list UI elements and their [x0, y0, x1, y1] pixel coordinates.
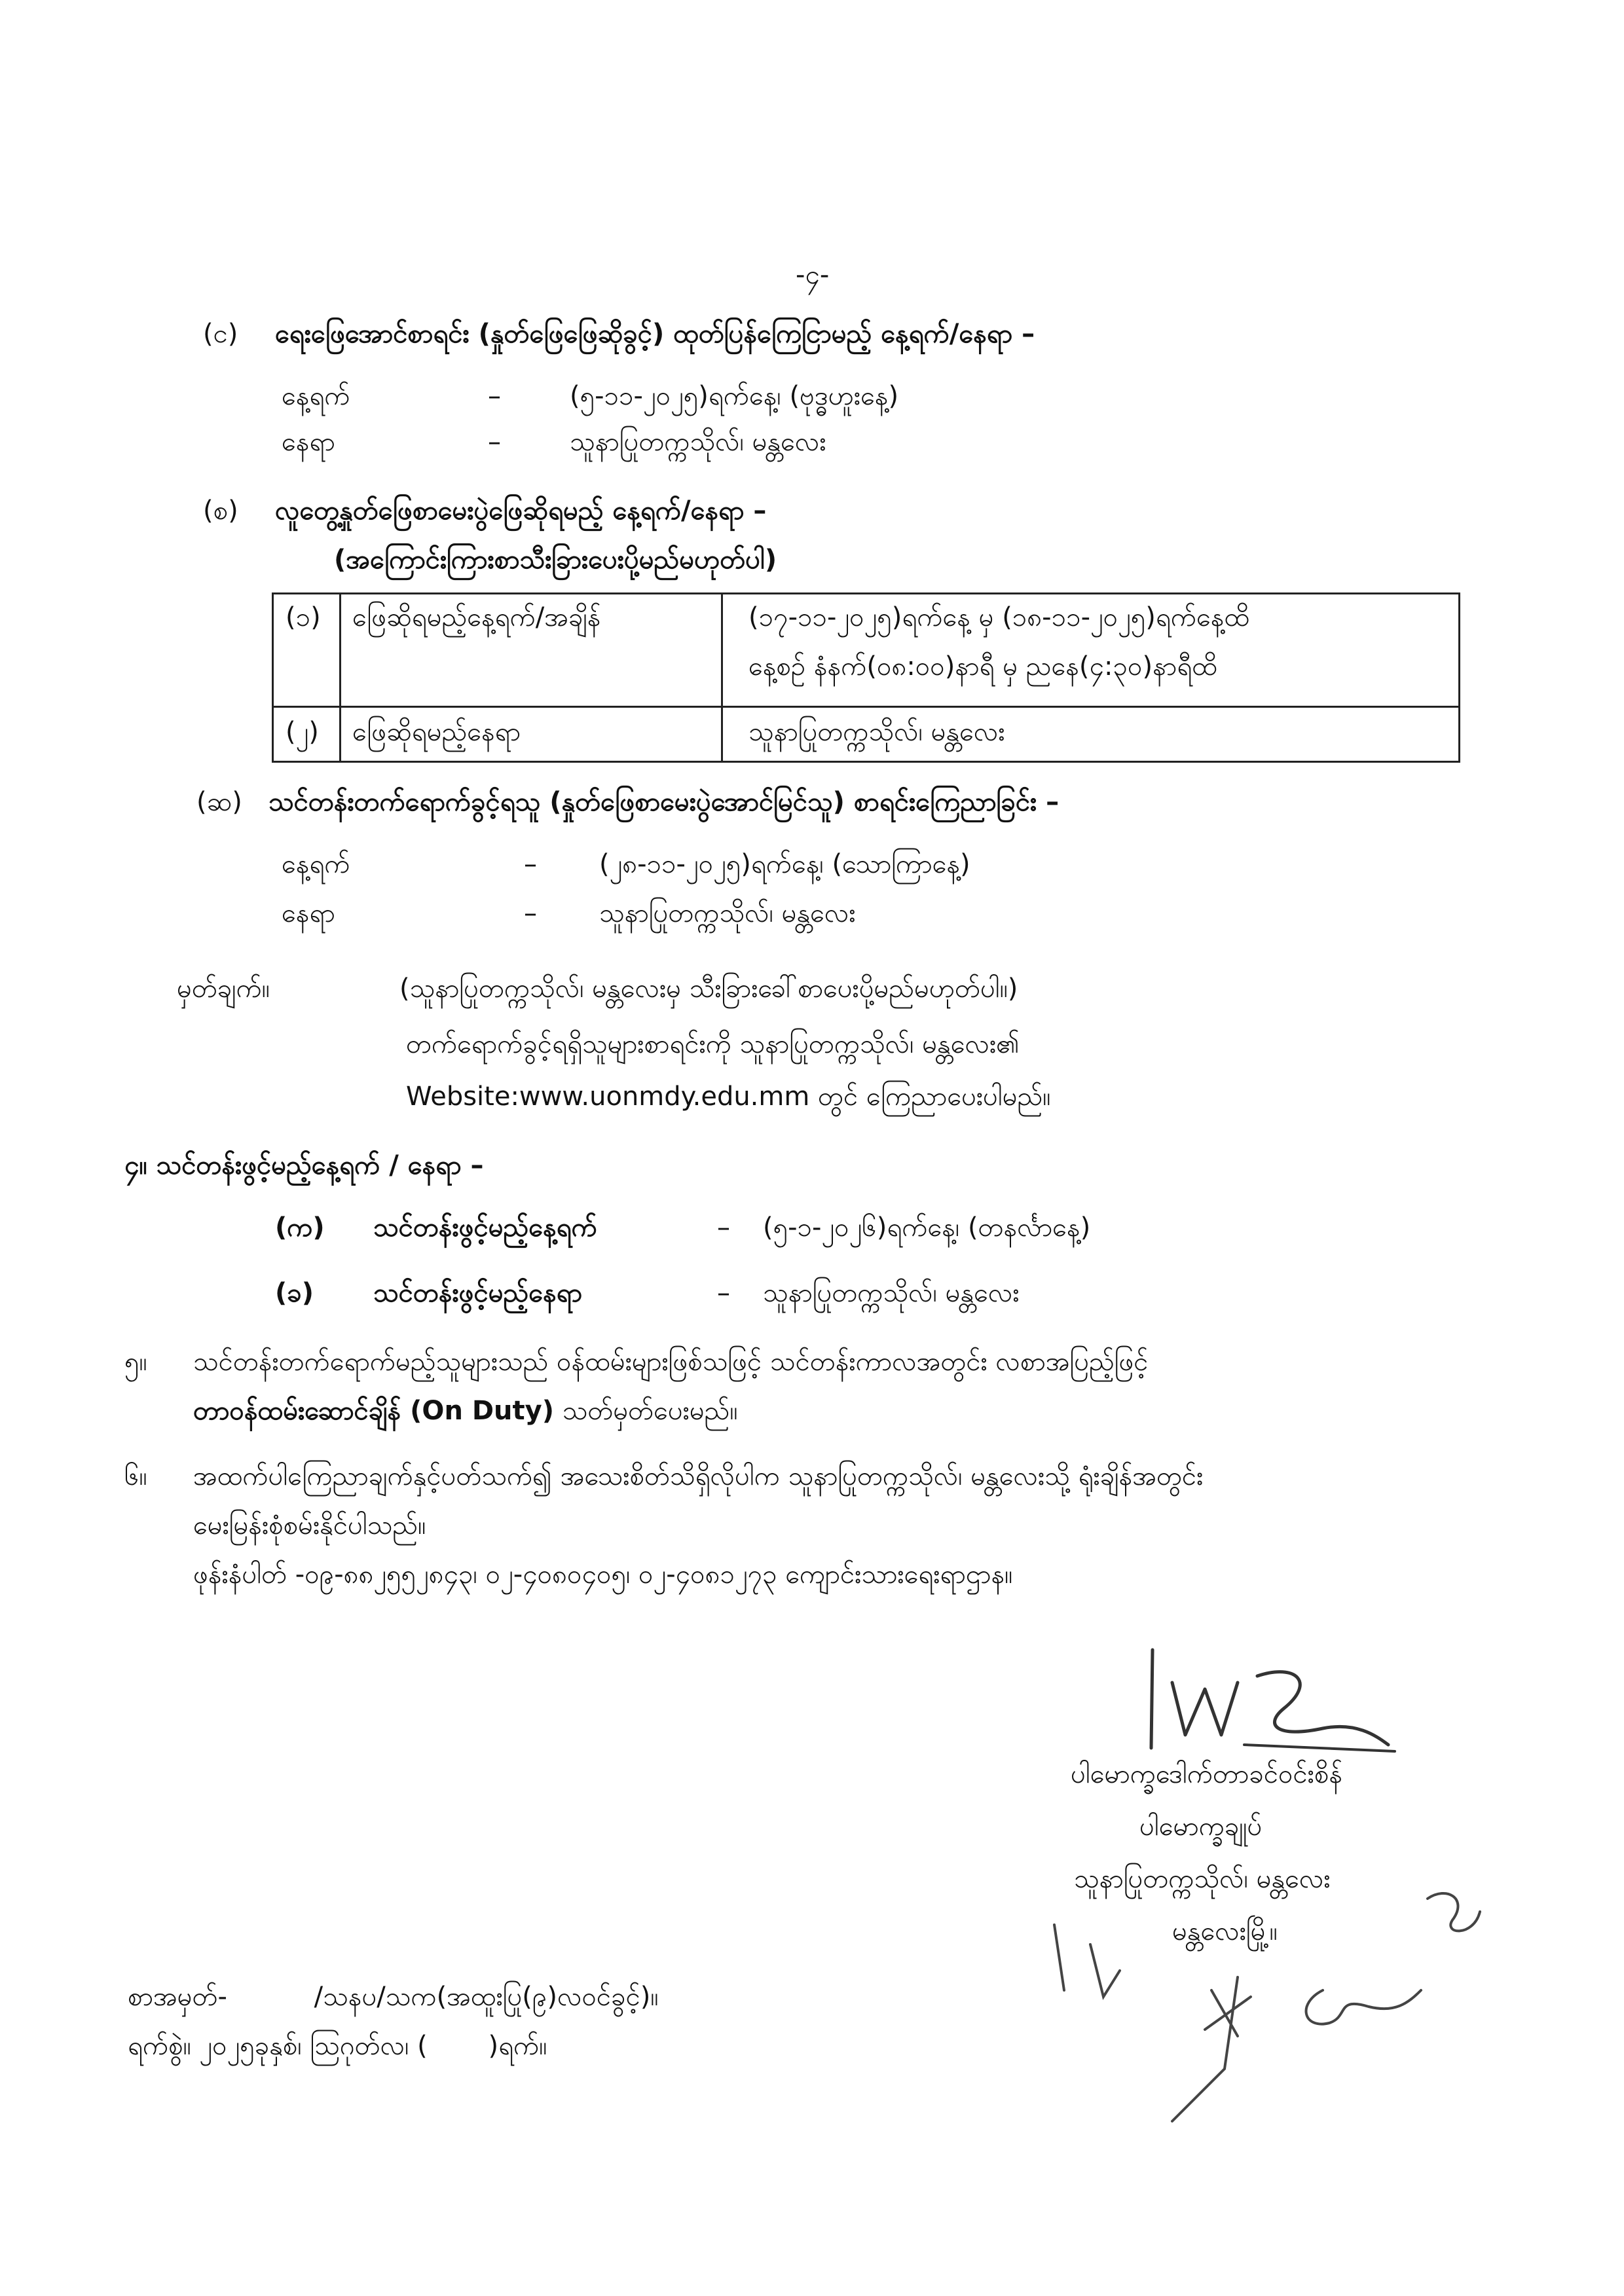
section-nga-place-label: နေရာ: [282, 427, 335, 457]
item-6-number: ၆။: [124, 1461, 147, 1491]
section-hsa-date-value: (၂၈-၁၁-၂၀၂၅)ရက်နေ့၊ (သောကြာနေ့): [599, 849, 970, 879]
section-nga-place-dash: –: [488, 427, 501, 457]
section-nga-date-value: (၅-၁၁-၂၀၂၅)ရက်နေ့၊ (ဗုဒ္ဓဟူးနေ့): [570, 381, 899, 411]
item-4b-dash: –: [717, 1278, 730, 1308]
item-4-heading: ၄။ သင်တန်းဖွင့်မည့်နေ့ရက် / နေရာ –: [124, 1150, 484, 1180]
section-hsa-date-label: နေ့ရက်: [282, 849, 350, 879]
signatory-city: မန္တလေးမြို့။: [1172, 1916, 1278, 1946]
note-label: မှတ်ချက်။: [177, 974, 270, 1004]
table-row-1-value-line2: နေ့စဉ် နံနက်(၀၈:၀၀)နာရီ မှ ညနေ(၄:၃၀)နာရီထိ: [748, 651, 1217, 682]
section-hsa-place-dash: –: [524, 898, 537, 928]
section-hsa-marker: (ဆ): [196, 787, 242, 817]
table-row-2-label: ဖြေဆိုရမည့်နေရာ: [352, 717, 521, 747]
reference-number: [128, 1980, 659, 2013]
item-6-phone-line: ဖုန်းနံပါတ် -၀၉-၈၈၂၅၅၂၈၄၃၊ ၀၂-၄၀၈၀၄၀၅၊ ၀၂-၄၀၈၁၂၇၃ ကျောင်းသားရေးရာဌာန။: [193, 1559, 1013, 1590]
item-5-on-duty: တာဝန်ထမ်းဆောင်ချိန် (On Duty): [193, 1396, 554, 1426]
table-row-1-label: ဖြေဆိုရမည့်နေ့ရက်/အချိန်: [352, 602, 601, 632]
item-4a-dash: –: [717, 1212, 730, 1243]
table-row-2-value: သူနာပြုတက္ကသိုလ်၊ မန္တလေး: [748, 717, 1005, 747]
section-hsa-place-label: နေရာ: [282, 898, 335, 928]
table-row-1-no: (၁): [286, 602, 321, 632]
item-4b-value: သူနာပြုတက္ကသိုလ်၊ မန္တလေး: [763, 1278, 1020, 1308]
note-line-1: (သူနာပြုတက္ကသိုလ်၊ မန္တလေးမှ သီးခြားခေါ်စာပေးပို့မည်မဟုတ်ပါ။): [399, 974, 1018, 1004]
section-nga-place-value: သူနာပြုတက္ကသိုလ်၊ မန္တလေး: [570, 427, 826, 457]
signatory-institution: သူနာပြုတက္ကသိုလ်၊ မန္တလေး: [1074, 1864, 1331, 1894]
note-line-2: တက်ရောက်ခွင့်ရရှိသူများစာရင်းကို သူနာပြုတက္ကသိုလ်၊ မန္တလေး၏: [406, 1029, 1020, 1059]
item-6-line-2: မေးမြန်းစုံစမ်းနိုင်ပါသည်။: [193, 1510, 426, 1540]
table-row-1-value-line1: (၁၇-၁၁-၂၀၂၅)ရက်နေ့ မှ (၁၈-၁၁-၂၀၂၅)ရက်နေ့ထိ: [748, 602, 1250, 632]
reference-number-prefix: စာအမှတ်-: [128, 1982, 227, 2012]
item-4a-label: သင်တန်းဖွင့်မည့်နေ့ရက်: [373, 1212, 597, 1243]
section-sa-heading: လူတွေ့နှုတ်ဖြေစာမေးပွဲဖြေဆိုရမည့် နေ့ရက်/နေရာ –: [275, 496, 767, 526]
item-4a-marker: (က): [275, 1212, 325, 1243]
signatory-title: ပါမောက္ခချုပ်: [1139, 1812, 1263, 1842]
item-5-number: ၅။: [124, 1347, 147, 1377]
section-hsa-place-value: သူနာပြုတက္ကသိုလ်၊ မန္တလေး: [599, 898, 856, 928]
exam-schedule-table: [272, 592, 1460, 763]
reference-number-suffix: /သနပ/သက(အထူးပြု(၉)လဝင်ခွင့်)။: [305, 1982, 659, 2012]
section-hsa-date-dash: –: [524, 849, 537, 879]
note-line-3-website: Website:www.uonmdy.edu.mm တွင် ကြေညာပေးပါမည်။: [406, 1082, 1051, 1112]
item-4b-label: သင်တန်းဖွင့်မည့်နေရာ: [373, 1278, 583, 1308]
initials-icon: [1041, 1872, 1500, 2134]
section-nga-date-label: နေ့ရက်: [282, 381, 350, 411]
section-nga-date-dash: –: [488, 381, 501, 411]
item-6-line-1: အထက်ပါကြေညာချက်နှင့်ပတ်သက်၍ အသေးစိတ်သိရှိလိုပါက သူနာပြုတက္ကသိုလ်၊ မန္တလေးသို့ ရုံးချိန်အတွင်း: [193, 1461, 1204, 1491]
table-row-2-no: (၂): [286, 717, 319, 747]
reference-date-prefix: ရက်စွဲ။ ၂၀၂၅ခုနှစ်၊ ဩဂုတ်လ၊ (: [128, 2031, 428, 2061]
item-5-line-1: သင်တန်းတက်ရောက်မည့်သူများသည် ဝန်ထမ်းများဖြစ်သဖြင့် သင်တန်းကာလအတွင်း လစာအပြည့်ဖြင့်: [193, 1347, 1149, 1377]
signature-icon: [1126, 1637, 1401, 1761]
item-5-line-2: [193, 1394, 737, 1427]
section-hsa-heading: သင်တန်းတက်ရောက်ခွင့်ရသူ (နှုတ်ဖြေစာမေးပွဲအောင်မြင်သူ) စာရင်းကြေညာခြင်း –: [268, 787, 1060, 817]
section-nga-heading: ရေးဖြေအောင်စာရင်း (နှုတ်ဖြေဖြေဆိုခွင့်) ထုတ်ပြန်ကြေငြာမည့် နေ့ရက်/နေရာ –: [275, 319, 1035, 349]
item-4a-value: (၅-၁-၂၀၂၆)ရက်နေ့၊ (တနင်္လာနေ့): [763, 1212, 1091, 1243]
page-number: -၄-: [796, 260, 830, 290]
signatory-name: ပါမောက္ခဒေါက်တာခင်ဝင်းစိန်: [1071, 1759, 1343, 1789]
item-5-line-2-rest: သတ်မှတ်ပေးမည်။: [554, 1396, 738, 1426]
reference-date: [128, 2030, 547, 2062]
item-4b-marker: (ခ): [275, 1278, 314, 1308]
section-sa-marker: (စ): [203, 496, 238, 526]
section-sa-subheading: (အကြောင်းကြားစာသီးခြားပေးပို့မည်မဟုတ်ပါ): [334, 545, 777, 575]
reference-date-suffix: )ရက်။: [479, 2031, 547, 2061]
section-nga-marker: (င): [203, 319, 238, 349]
